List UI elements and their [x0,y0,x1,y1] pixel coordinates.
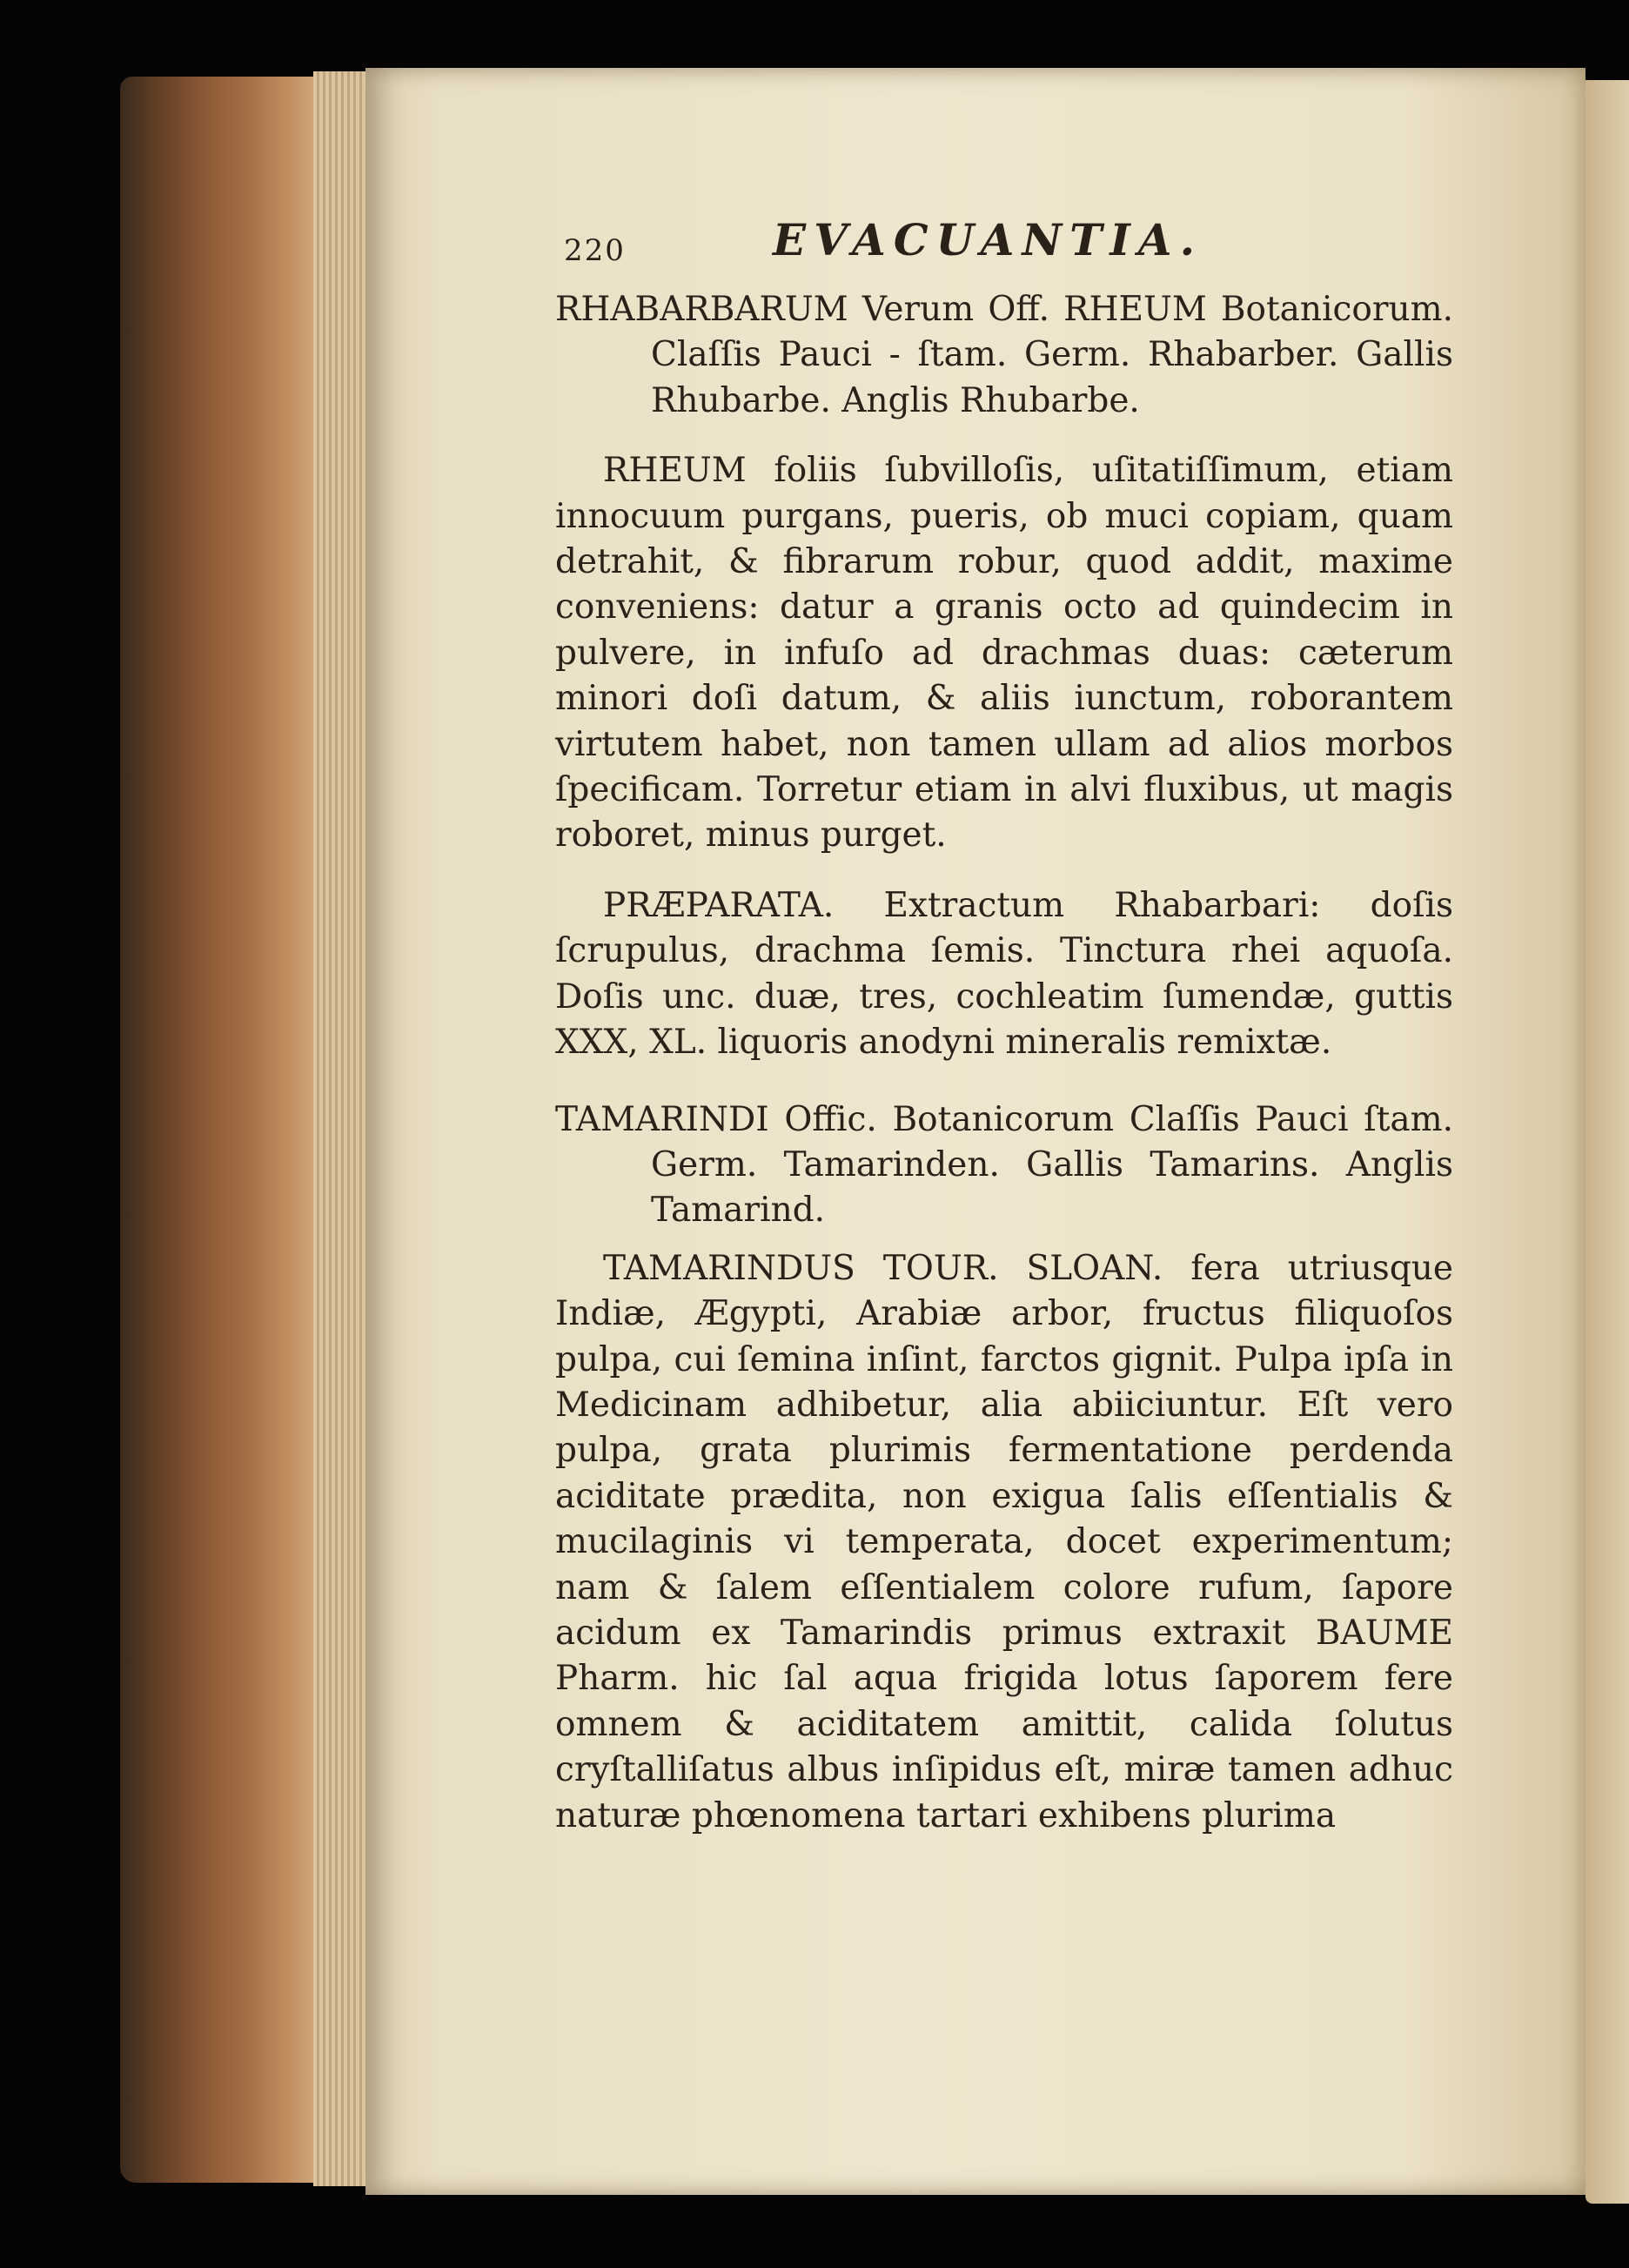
praeparata-paragraph: PRÆPARATA. Extractum Rhabarbari: doſis ſcrupulus, drachma ſemis. Tinctura rhei aquoſa. Doſis unc. duæ, tres, cochleatim ſumendæ, guttis XXX, XL. liquoris anodyni mineralis remixtæ. [555,885,1453,1063]
page-text-block [555,214,1453,1839]
facing-page-edge [1585,80,1629,2204]
tamarindi-heading: TAMARINDI Offic. Botanicorum Claſſis Pauci ſtam. Germ. Tamarinden. Gallis Tamarins. Anglis Tamarind. [555,1099,1453,1231]
page-number: 220 [564,233,626,268]
rhabarbarum-heading: RHABARBARUM Verum Off. RHEUM Botanicorum. Claſſis Pauci - ſtam. Germ. Rhabarber. Gallis Rhubarbe. Anglis Rhubarbe. [555,290,1453,420]
tamarindus-paragraph: TAMARINDUS TOUR. SLOAN. fera utriusque Indiæ, Ægypti, Arabiæ arbor, fructus filiquoſos pulpa, cui ſemina inſint, farctos gignit. Pulpa ipſa in Medicinam adhibetur, alia abiiciuntur. Eſt vero pulpa, grata plurimis fermentatione perdenda aciditate prædita, non exigua ſalis eſſentialis & mucilaginis vi temperata, docet experimentum; nam & ſalem eſſentialem colore rufum, ſapore acidum ex Tamarindis primus extraxit BAUME Pharm. hic ſal aqua frigida lotus ſaporem fere omnem & aciditatem amittit, calida ſolutus cryſtalliſatus albus inſipidus eſt, miræ tamen adhuc naturæ phœnomena tartari exhibens plurima [555,1248,1453,1835]
running-head: EVACUANTIA. [773,214,1203,265]
page-header [555,214,1453,280]
rheum-paragraph: RHEUM foliis ſubvilloſis, uſitatiſſimum, etiam innocuum purgans, pueris, ob muci copiam, quam detrahit, & fibrarum robur, quod addit, maxime conveniens: datur a granis octo ad quindecim in pulvere, in infuſo ad drachmas duas: cæterum minori doſi datum, & aliis iunctum, roborantem virtutem habet, non tamen ullam ad alios morbos ſpecificam. Torretur etiam in alvi fluxibus, ut magis roboret, minus purget. [555,451,1453,856]
